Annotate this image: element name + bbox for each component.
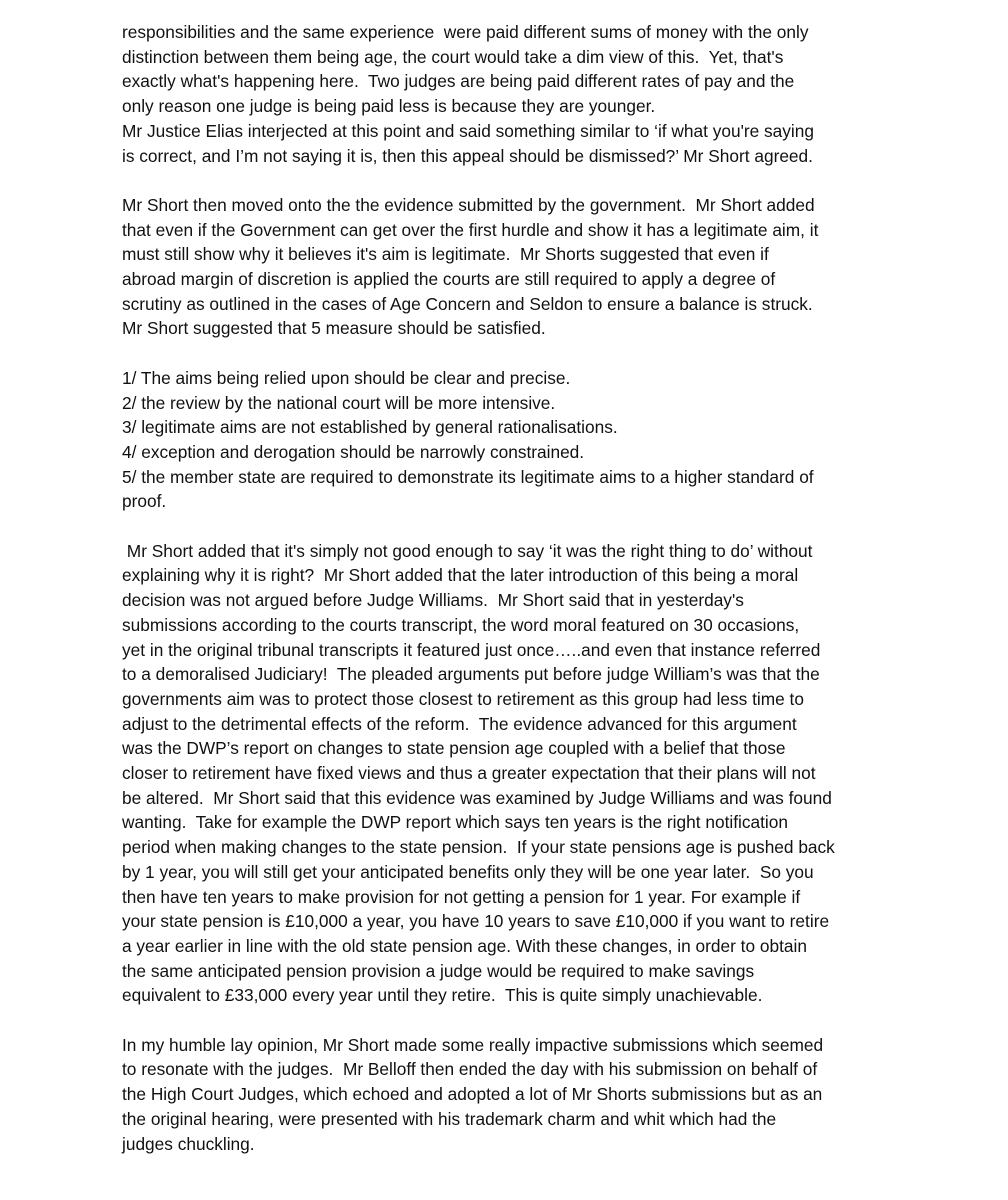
paragraph xyxy=(122,20,992,168)
text-line: the High Court Judges, which echoed and adopted a lot of Mr Shorts submissions but as an xyxy=(122,1084,823,1105)
paragraph-spacer xyxy=(122,341,992,366)
text-line: Mr Short then moved onto the the evidence submitted by the government. Mr Short added xyxy=(122,194,815,215)
paragraph xyxy=(122,193,992,341)
text-line: your state pension is £10,000 a year, you have 10 years to save £10,000 if you want to retire xyxy=(122,911,830,932)
list-item: 2/ the review by the national court will be more intensive. xyxy=(122,392,556,413)
text-line: exactly what's happening here. Two judges are being paid different rates of pay and the xyxy=(122,71,795,92)
text-line: is correct, and I’m not saying it is, then this appeal should be dismissed?’ Mr Short agreed. xyxy=(122,145,813,166)
text-line: then have ten years to make provision for not getting a pension for 1 year. For example if xyxy=(122,886,801,907)
text-line: by 1 year, you will still get your anticipated benefits only they will be one year later. So you xyxy=(122,861,814,882)
text-line: a year earlier in line with the old state pension age. With these changes, in order to obtain xyxy=(122,935,807,956)
text-line: Mr Justice Elias interjected at this point and said something similar to ‘if what you're saying xyxy=(122,120,814,141)
text-line: period when making changes to the state pension. If your state pensions age is pushed back xyxy=(122,837,835,858)
text-line: In my humble lay opinion, Mr Short made some really impactive submissions which seemed xyxy=(122,1034,824,1055)
text-line: Mr Short added that it's simply not good enough to say ‘it was the right thing to do’ without xyxy=(122,540,813,561)
list-item: 3/ legitimate aims are not established by general rationalisations. xyxy=(122,417,618,438)
text-line: the same anticipated pension provision a judge would be required to make savings xyxy=(122,960,755,981)
text-line: to resonate with the judges. Mr Belloff then ended the day with his submission on behalf of xyxy=(122,1059,818,1080)
text-line: the original hearing, were presented with his trademark charm and whit which had the xyxy=(122,1108,777,1129)
paragraph-spacer xyxy=(122,168,992,193)
numbered-list xyxy=(122,366,992,514)
text-line: adjust to the detrimental effects of the reform. The evidence advanced for this argument xyxy=(122,713,797,734)
list-item: 5/ the member state are required to demonstrate its legitimate aims to a higher standard of xyxy=(122,466,814,487)
text-line: responsibilities and the same experience were paid different sums of money with the only xyxy=(122,22,809,42)
text-line: explaining why it is right? Mr Short added that the later introduction of this being a moral xyxy=(122,565,799,586)
text-line: that even if the Government can get over the first hurdle and show it has a legitimate aim, it xyxy=(122,219,819,240)
paragraph-spacer xyxy=(122,1008,992,1033)
text-line: governments aim was to protect those closest to retirement as this group had less time to xyxy=(122,688,804,709)
text-line: be altered. Mr Short said that this evidence was examined by Judge Williams and was found xyxy=(122,787,832,808)
text-line: only reason one judge is being paid less is because they are younger. xyxy=(122,96,656,117)
text-line: must still show why it believes it's aim is legitimate. Mr Shorts suggested that even if xyxy=(122,244,769,265)
text-line: scrutiny as outlined in the cases of Age Concern and Seldon to ensure a balance is struck. xyxy=(122,293,813,314)
document-page xyxy=(122,20,992,1156)
text-line: wanting. Take for example the DWP report which says ten years is the right notification xyxy=(122,812,788,833)
text-line: equivalent to £33,000 every year until they retire. This is quite simply unachievable. xyxy=(122,985,763,1006)
text-line: yet in the original tribunal transcripts it featured just once…..and even that instance referred xyxy=(122,639,821,660)
paragraph-spacer xyxy=(122,514,992,539)
list-item: proof. xyxy=(122,491,167,512)
list-item: 1/ The aims being relied upon should be clear and precise. xyxy=(122,367,571,388)
text-line: submissions according to the courts transcript, the word moral featured on 30 occasions, xyxy=(122,614,800,635)
text-line: closer to retirement have fixed views and thus a greater expectation that their plans will not xyxy=(122,763,816,784)
paragraph xyxy=(122,1033,992,1157)
list-item: 4/ exception and derogation should be narrowly constrained. xyxy=(122,441,585,462)
text-line: was the DWP’s report on changes to state pension age coupled with a belief that those xyxy=(122,738,786,759)
text-line: judges chuckling. xyxy=(122,1133,255,1154)
text-line: abroad margin of discretion is applied the courts are still required to apply a degree of xyxy=(122,269,776,290)
text-line: decision was not argued before Judge Williams. Mr Short said that in yesterday's xyxy=(122,590,744,611)
text-line: Mr Short suggested that 5 measure should be satisfied. xyxy=(122,318,546,339)
paragraph xyxy=(122,539,992,1008)
text-line: to a demoralised Judiciary! The pleaded arguments put before judge William’s was that the xyxy=(122,664,820,685)
text-line: distinction between them being age, the court would take a dim view of this. Yet, that's xyxy=(122,46,784,67)
